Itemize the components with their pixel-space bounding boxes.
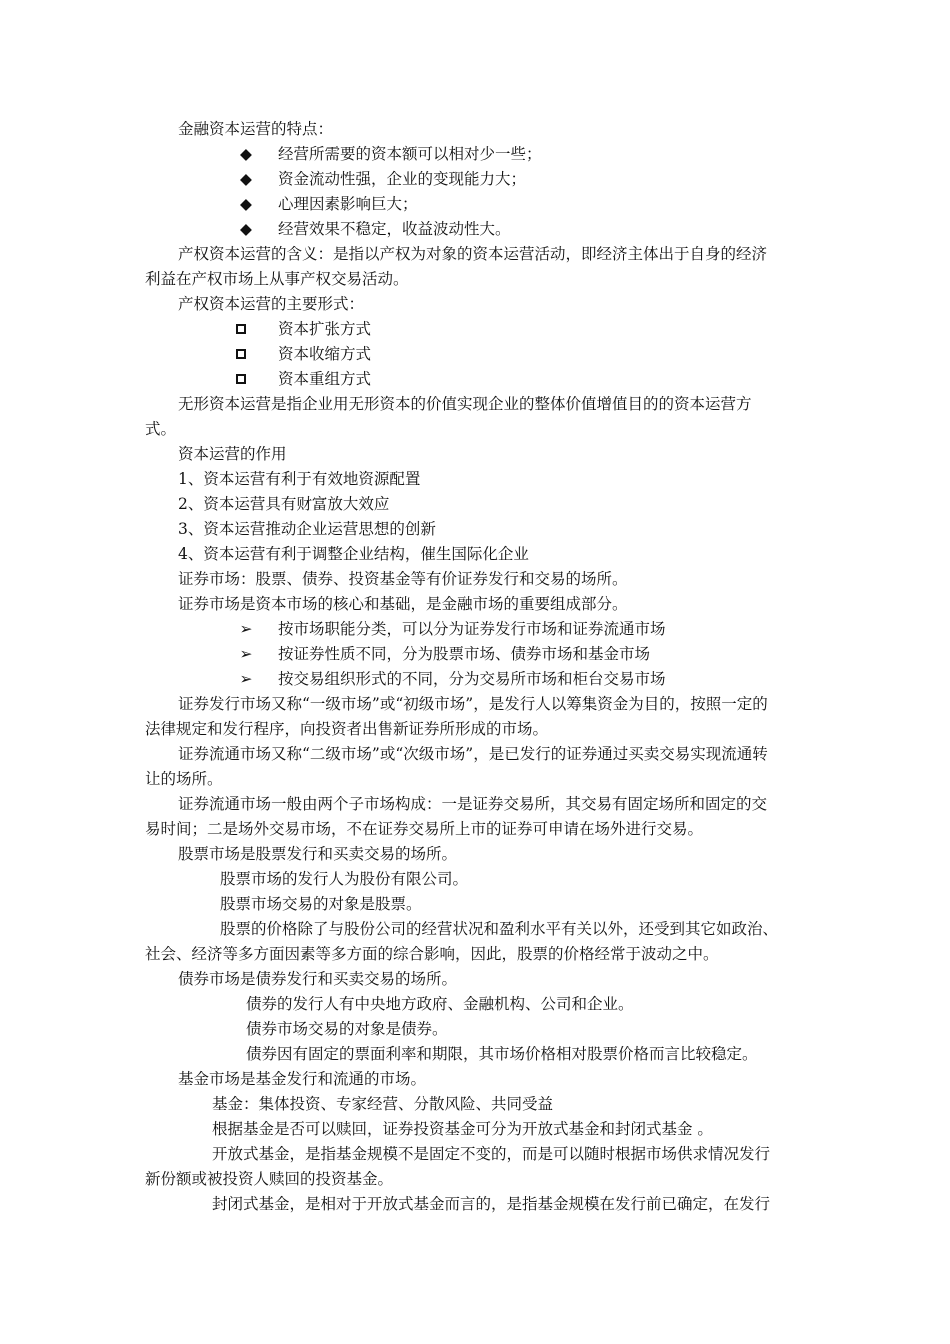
paragraph-line: 根据基金是否可以赎回，证券投资基金可分为开放式基金和封闭式基金 。	[212, 1120, 713, 1138]
paragraph-line: 封闭式基金，是相对于开放式基金而言的，是指基金规模在发行前已确定，在发行	[212, 1195, 771, 1213]
paragraph-line: 社会、经济等多方面因素等多方面的综合影响，因此，股票的价格经常于波动之中。	[145, 945, 719, 963]
square-bullet-icon	[236, 374, 246, 384]
paragraph-line: 证券流通市场一般由两个子市场构成：一是证券交易所，其交易有固定场所和固定的交	[178, 795, 768, 813]
paragraph-line: 债券的发行人有中央地方政府、金融机构、公司和企业。	[246, 995, 634, 1013]
paragraph-line: 证券发行市场又称“一级市场”或“初级市场”，是发行人以筹集资金为目的，按照一定的	[178, 695, 768, 713]
paragraph-line: 证券市场是资本市场的核心和基础，是金融市场的重要组成部分。	[178, 595, 628, 613]
paragraph-line: 基金市场是基金发行和流通的市场。	[178, 1070, 427, 1088]
list-item: 经营效果不稳定，收益波动性大。	[278, 220, 511, 238]
list-item: 心理因素影响巨大；	[278, 195, 418, 213]
paragraph-line: 新份额或被投资人赎回的投资基金。	[145, 1170, 394, 1188]
list-item: 按证券性质不同，分为股票市场、债券市场和基金市场	[278, 645, 651, 663]
diamond-bullet-icon: ◆	[240, 145, 252, 163]
list-item: 按交易组织形式的不同，分为交易所市场和柜台交易市场	[278, 670, 666, 688]
paragraph-line: 股票的价格除了与股份公司的经营状况和盈利水平有关以外，还受到其它如政治、	[220, 920, 779, 938]
diamond-bullet-icon: ◆	[240, 170, 252, 188]
paragraph-line: 债券市场是债券发行和买卖交易的场所。	[178, 970, 458, 988]
paragraph-line: 股票市场交易的对象是股票。	[220, 895, 422, 913]
square-bullet-icon	[236, 349, 246, 359]
numbered-item: 4、资本运营有利于调整企业结构，催生国际化企业	[178, 545, 529, 563]
arrow-bullet-icon: ➢	[239, 620, 253, 638]
arrow-bullet-icon: ➢	[239, 670, 253, 688]
list-item: 资本扩张方式	[278, 320, 372, 338]
diamond-bullet-icon: ◆	[240, 195, 252, 213]
paragraph-line: 基金：集体投资、专家经营、分散风险、共同受益	[212, 1095, 554, 1113]
paragraph-line: 开放式基金，是指基金规模不是固定不变的，而是可以随时根据市场供求情况发行	[212, 1145, 771, 1163]
numbered-item: 3、资本运营推动企业运营思想的创新	[178, 520, 436, 538]
list-item: 按市场职能分类，可以分为证券发行市场和证券流通市场	[278, 620, 666, 638]
paragraph-line: 债券因有固定的票面利率和期限，其市场价格相对股票价格而言比较稳定。	[246, 1045, 758, 1063]
paragraph-line: 股票市场的发行人为股份有限公司。	[220, 870, 469, 888]
paragraph-line: 证券流通市场又称“二级市场”或“次级市场”，是已发行的证券通过买卖交易实现流通转	[178, 745, 768, 763]
paragraph-line: 证券市场：股票、债券、投资基金等有价证券发行和交易的场所。	[178, 570, 628, 588]
numbered-item: 2、资本运营具有财富放大效应	[178, 495, 390, 513]
paragraph-line: 股票市场是股票发行和买卖交易的场所。	[178, 845, 458, 863]
heading-financial-features: 金融资本运营的特点：	[178, 120, 334, 138]
paragraph-line: 利益在产权市场上从事产权交易活动。	[145, 270, 409, 288]
paragraph-line: 无形资本运营是指企业用无形资本的价值实现企业的整体价值增值目的的资本运营方	[178, 395, 752, 413]
numbered-item: 1、资本运营有利于有效地资源配置	[178, 470, 421, 488]
paragraph-line: 产权资本运营的含义：是指以产权为对象的资本运营活动，即经济主体出于自身的经济	[178, 245, 768, 263]
paragraph-line: 易时间；二是场外交易市场，不在证券交易所上市的证券可申请在场外进行交易。	[145, 820, 704, 838]
list-item: 经营所需要的资本额可以相对少一些；	[278, 145, 542, 163]
list-item: 资金流动性强，企业的变现能力大；	[278, 170, 527, 188]
diamond-bullet-icon: ◆	[240, 220, 252, 238]
heading-property-forms: 产权资本运营的主要形式：	[178, 295, 365, 313]
paragraph-line: 法律规定和发行程序，向投资者出售新证券所形成的市场。	[145, 720, 549, 738]
paragraph-line: 债券市场交易的对象是债券。	[246, 1020, 448, 1038]
list-item: 资本收缩方式	[278, 345, 372, 363]
arrow-bullet-icon: ➢	[239, 645, 253, 663]
list-item: 资本重组方式	[278, 370, 372, 388]
square-bullet-icon	[236, 324, 246, 334]
heading-capital-roles: 资本运营的作用	[178, 445, 287, 463]
paragraph-line: 让的场所。	[145, 770, 223, 788]
paragraph-line: 式。	[145, 420, 177, 438]
